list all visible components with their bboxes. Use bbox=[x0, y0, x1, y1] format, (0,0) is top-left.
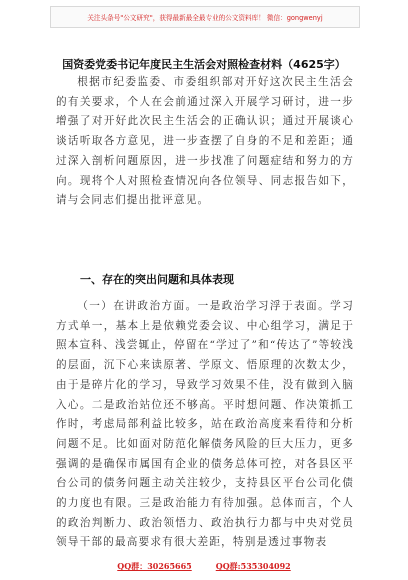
intro-paragraph: 根据市纪委监委、市委组织部对开好这次民主生活会的有关要求，个人在会前通过深入开展学习研讨，进一步增强了对开好此次民主生活会的正确认识；通过开展谈心谈话听取各方意见，进一步查摆了自身的不足和差距；通过深入剖析问题原因，进一步找准了问题症结和努力的方向。现将个人对照检查情况向各位领导、同志报告如下，请与会同志们提出批评意见。 bbox=[56, 76, 354, 207]
qq-group-1[interactable]: QQ群：30265665 bbox=[117, 561, 192, 571]
section-heading: 一、存在的突出问题和具体表现 bbox=[80, 273, 234, 286]
footer-contacts bbox=[0, 561, 408, 572]
qq-group-2[interactable]: QQ群:535304092 bbox=[215, 561, 291, 571]
header-banner bbox=[50, 6, 360, 28]
banner-text: 关注头条号"公文研究"，获得最新最全最专业的公文资料库！ 微信：gongwenyj bbox=[87, 14, 323, 22]
document-title: 国资委党委书记年度民主生活会对照检查材料（4625字） bbox=[62, 58, 346, 71]
section-body-paragraph: （一）在讲政治方面。一是政治学习浮于表面。学习方式单一，基本上是依赖党委会议、中心组学习，满足于照本宣科、浅尝辄止，停留在“学过了”和“传达了”等较浅的层面，沉下心来读原著、学原文、悟原理的次数太少，由于是碎片化的学习，导致学习效果不佳，没有做到入脑入心。二是政治站位还不够高。平时想问题、作决策抓工作时，考虑局部利益比较多，站在政治高度来看待和分析问题不足。比如面对防范化解债务风险的巨大压力，更多强调的是确保市属国有企业的债务总体可控，对各县区平台公司的债务问题主动关注较少，支持县区平台公司化债的力度也有限。三是政治能力有待加强。总体而言，个人的政治判断力、政治领悟力、政治执行力都与中央对党员领导干部的最高要求有很大差距，特别是透过事物表 bbox=[56, 300, 354, 549]
